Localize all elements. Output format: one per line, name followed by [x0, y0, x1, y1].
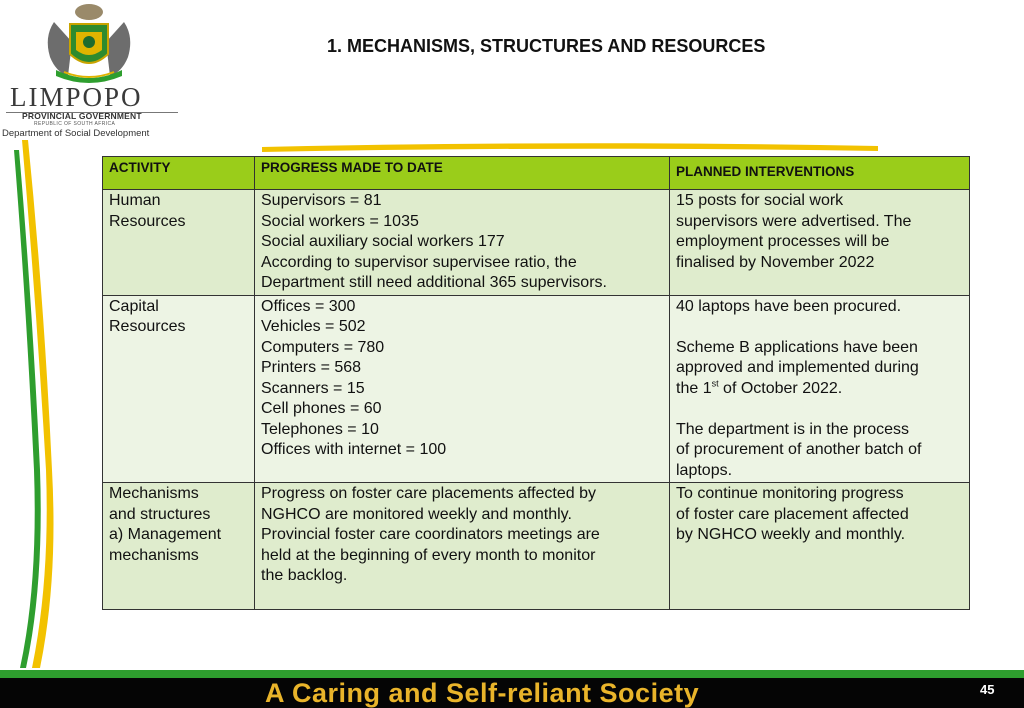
cell-line: of foster care placement affected [676, 505, 909, 523]
paragraph-gap [676, 317, 963, 338]
table-header-row [103, 157, 970, 190]
cell-line: laptops. [676, 461, 733, 479]
date-prefix: the 1 [676, 379, 712, 397]
planned-cell [670, 483, 970, 610]
activity-cell [103, 190, 255, 296]
logo-department: Department of Social Development [2, 128, 150, 139]
footer-green-stripe [0, 670, 1024, 678]
cell-line: Progress on foster care placements affected by [261, 485, 596, 502]
cell-line: a) Management [109, 526, 222, 543]
table-row [103, 295, 970, 483]
footer-slogan: A Caring and Self-reliant Society [265, 678, 700, 708]
cell-line: approved and implemented during [676, 359, 919, 376]
cell-line [676, 379, 963, 400]
cell-line: finalised by November 2022 [676, 253, 875, 271]
limpopo-logo [0, 0, 190, 145]
cell-line: Vehicles = 502 [261, 318, 366, 335]
cell-line: The department is in the process [676, 420, 910, 438]
progress-table [102, 156, 970, 610]
cell-line: Scanners = 15 [261, 379, 365, 397]
cell-line: Capital [109, 297, 159, 315]
cell-line: Printers = 568 [261, 359, 362, 376]
cell-line: Department still need additional 365 supervisors. [261, 274, 607, 291]
cell-line: Resources [109, 318, 186, 335]
page-number: 45 [980, 682, 995, 697]
paragraph-gap [676, 399, 963, 420]
cell-line: Telephones = 10 [261, 420, 379, 438]
progress-cell [255, 483, 670, 610]
cell-line: Supervisors = 81 [261, 192, 382, 209]
coat-of-arms-icon [34, 2, 144, 84]
cell-line: supervisors were advertised. The [676, 212, 912, 230]
progress-cell [255, 190, 670, 296]
cell-line: NGHCO are monitored weekly and monthly. [261, 505, 572, 523]
cell-line: Offices with internet = 100 [261, 441, 447, 458]
cell-line: Social workers = 1035 [261, 212, 419, 230]
cell-line: According to supervisor supervisee ratio, the [261, 253, 577, 271]
header-activity: ACTIVITY [103, 157, 255, 190]
cell-line: Mechanisms [109, 485, 199, 502]
activity-cell [103, 483, 255, 610]
cell-line: 40 laptops have been procured. [676, 297, 902, 315]
cell-line: To continue monitoring progress [676, 485, 904, 502]
cell-line: employment processes will be [676, 233, 890, 250]
cell-line: Computers = 780 [261, 338, 385, 356]
cell-line: 15 posts for social work [676, 192, 844, 209]
cell-line: Scheme B applications have been [676, 338, 918, 356]
cell-line: and structures [109, 505, 211, 523]
cell-line: mechanisms [109, 546, 199, 564]
cell-line: Social auxiliary social workers 177 [261, 233, 505, 250]
table-row [103, 483, 970, 610]
cell-line: of procurement of another batch of [676, 441, 922, 458]
logo-provincial-government: PROVINCIAL GOVERNMENT [22, 111, 142, 121]
cell-line: Offices = 300 [261, 297, 356, 315]
cell-line: Resources [109, 212, 186, 230]
table-row [103, 190, 970, 296]
header-planned: PLANNED INTERVENTIONS [670, 157, 970, 190]
cell-line: the backlog. [261, 567, 348, 584]
slide-title: 1. MECHANISMS, STRUCTURES AND RESOURCES [327, 36, 766, 56]
date-suffix: of October 2022. [718, 379, 843, 397]
cell-line: by NGHCO weekly and monthly. [676, 526, 906, 543]
progress-cell [255, 295, 670, 483]
logo-republic: REPUBLIC OF SOUTH AFRICA [34, 121, 116, 127]
cell-line: Human [109, 192, 161, 209]
logo-wordmark: LIMPOPO [10, 82, 143, 112]
planned-cell [670, 190, 970, 296]
ordinal-suffix: st [711, 378, 719, 389]
planned-cell [670, 295, 970, 483]
footer-bar [0, 678, 1024, 708]
activity-cell [103, 295, 255, 483]
cell-line: Cell phones = 60 [261, 400, 382, 417]
cell-line: held at the beginning of every month to monitor [261, 546, 596, 564]
header-progress: PROGRESS MADE TO DATE [255, 157, 670, 190]
cell-line: Provincial foster care coordinators meetings are [261, 526, 600, 543]
